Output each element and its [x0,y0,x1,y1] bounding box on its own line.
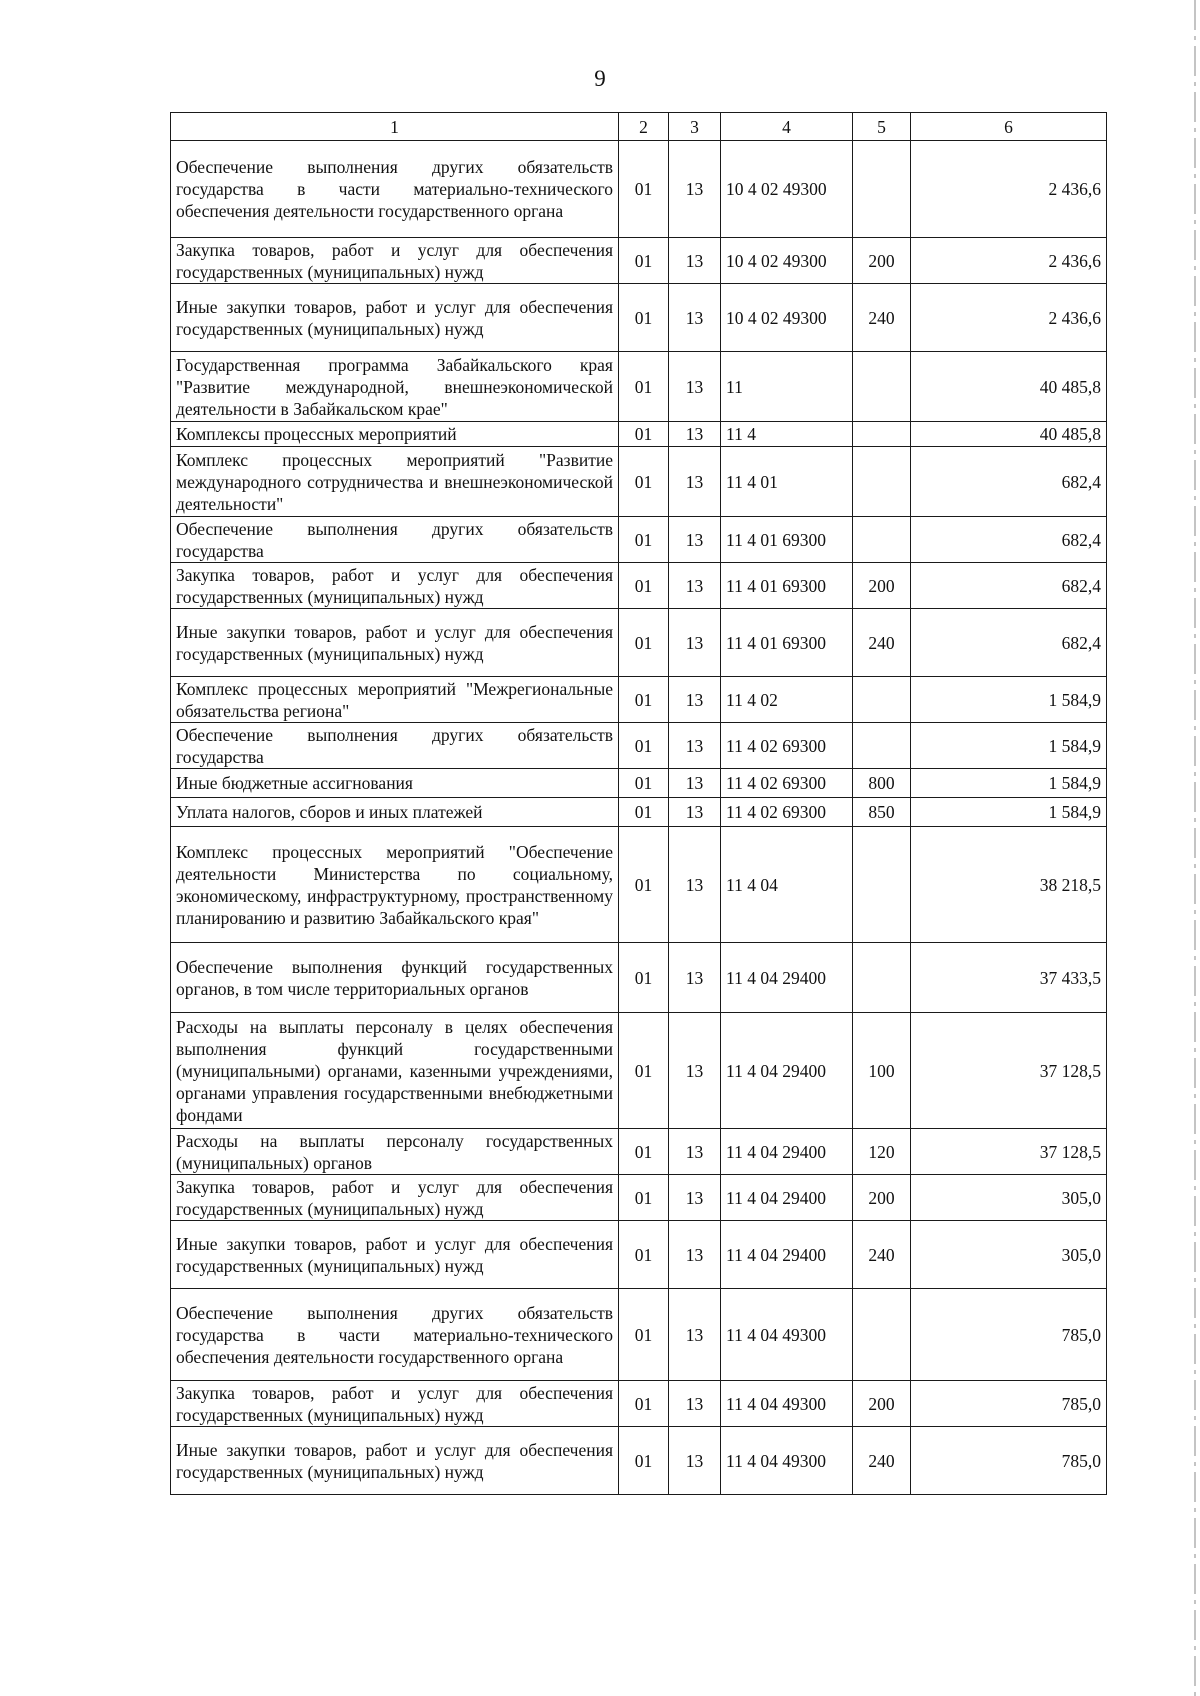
row-section-cell: 01 [619,769,669,798]
row-amount-cell: 682,4 [911,563,1107,609]
row-type-cell: 200 [853,1175,911,1221]
row-name-cell: Обеспечение выполнения других обязательств государства в части материально-технического обеспечения деятельности государственного органа [171,141,619,238]
table-row [171,1427,1107,1495]
row-section-cell: 01 [619,141,669,238]
row-section-cell: 01 [619,1289,669,1381]
row-section-cell: 01 [619,1175,669,1221]
row-name-cell: Расходы на выплаты персоналу в целях обеспечения выполнения функций государственными (муниципальными) органами, казенными учреждениями, органами управления государственными внебюджетными фондами [171,1013,619,1129]
row-amount-cell: 682,4 [911,447,1107,517]
scan-edge-line [1194,0,1196,1696]
row-subsection-cell: 13 [669,517,721,563]
header-cell-name: 1 [171,113,619,141]
row-amount-cell: 38 218,5 [911,827,1107,943]
row-subsection-cell: 13 [669,1381,721,1427]
table-row [171,1013,1107,1129]
row-code-cell: 11 [721,352,853,422]
row-code-cell: 11 4 04 49300 [721,1427,853,1495]
row-type-cell [853,943,911,1013]
row-subsection-cell: 13 [669,677,721,723]
table-row [171,284,1107,352]
row-code-cell: 10 4 02 49300 [721,141,853,238]
header-cell-section: 2 [619,113,669,141]
row-code-cell: 11 4 04 29400 [721,1175,853,1221]
row-name-cell: Закупка товаров, работ и услуг для обеспечения государственных (муниципальных) нужд [171,1175,619,1221]
row-name-cell: Комплексы процессных мероприятий [171,422,619,447]
row-name-cell: Обеспечение выполнения других обязательств государства [171,517,619,563]
row-subsection-cell: 13 [669,769,721,798]
page-number: 9 [594,66,606,91]
table-row [171,609,1107,677]
table-row [171,352,1107,422]
row-section-cell: 01 [619,517,669,563]
table-row [171,447,1107,517]
row-type-cell: 120 [853,1129,911,1175]
row-type-cell [853,422,911,447]
row-amount-cell: 682,4 [911,517,1107,563]
row-amount-cell: 1 584,9 [911,677,1107,723]
row-type-cell [853,517,911,563]
row-amount-cell: 785,0 [911,1381,1107,1427]
row-amount-cell: 785,0 [911,1427,1107,1495]
row-code-cell: 11 4 01 69300 [721,609,853,677]
row-section-cell: 01 [619,284,669,352]
row-code-cell: 11 4 04 29400 [721,1129,853,1175]
row-section-cell: 01 [619,723,669,769]
table-row [171,723,1107,769]
row-code-cell: 11 4 02 [721,677,853,723]
row-amount-cell: 682,4 [911,609,1107,677]
table-row [171,422,1107,447]
row-section-cell: 01 [619,1381,669,1427]
table-row [171,141,1107,238]
row-code-cell: 11 4 04 29400 [721,943,853,1013]
row-amount-cell: 1 584,9 [911,798,1107,827]
row-section-cell: 01 [619,1129,669,1175]
row-code-cell: 11 4 04 29400 [721,1013,853,1129]
row-subsection-cell: 13 [669,943,721,1013]
row-subsection-cell: 13 [669,1013,721,1129]
table-row [171,238,1107,284]
row-section-cell: 01 [619,447,669,517]
row-subsection-cell: 13 [669,1175,721,1221]
table-row [171,827,1107,943]
row-section-cell: 01 [619,798,669,827]
row-section-cell: 01 [619,1013,669,1129]
row-name-cell: Иные закупки товаров, работ и услуг для обеспечения государственных (муниципальных) нужд [171,284,619,352]
row-type-cell [853,723,911,769]
row-amount-cell: 37 433,5 [911,943,1107,1013]
row-subsection-cell: 13 [669,1289,721,1381]
row-name-cell: Комплекс процессных мероприятий "Обеспечение деятельности Министерства по социальному, экономическому, инфраструктурному, пространственному планированию и развитию Забайкальского края" [171,827,619,943]
row-amount-cell: 305,0 [911,1175,1107,1221]
row-amount-cell: 40 485,8 [911,422,1107,447]
row-section-cell: 01 [619,422,669,447]
row-code-cell: 10 4 02 49300 [721,284,853,352]
row-type-cell: 240 [853,1427,911,1495]
row-subsection-cell: 13 [669,352,721,422]
header-cell-subsection: 3 [669,113,721,141]
row-code-cell: 11 4 04 [721,827,853,943]
row-amount-cell: 2 436,6 [911,238,1107,284]
row-section-cell: 01 [619,238,669,284]
row-section-cell: 01 [619,943,669,1013]
row-name-cell: Закупка товаров, работ и услуг для обеспечения государственных (муниципальных) нужд [171,238,619,284]
row-type-cell: 240 [853,284,911,352]
row-name-cell: Уплата налогов, сборов и иных платежей [171,798,619,827]
row-section-cell: 01 [619,1427,669,1495]
row-name-cell: Иные закупки товаров, работ и услуг для обеспечения государственных (муниципальных) нужд [171,1427,619,1495]
row-amount-cell: 305,0 [911,1221,1107,1289]
row-type-cell [853,677,911,723]
row-code-cell: 10 4 02 49300 [721,238,853,284]
row-subsection-cell: 13 [669,1221,721,1289]
table-row [171,769,1107,798]
row-type-cell: 200 [853,563,911,609]
row-subsection-cell: 13 [669,798,721,827]
row-name-cell: Закупка товаров, работ и услуг для обеспечения государственных (муниципальных) нужд [171,1381,619,1427]
row-type-cell [853,1289,911,1381]
row-name-cell: Комплекс процессных мероприятий "Межрегиональные обязательства региона" [171,677,619,723]
row-subsection-cell: 13 [669,827,721,943]
row-section-cell: 01 [619,352,669,422]
table-row [171,1175,1107,1221]
row-subsection-cell: 13 [669,609,721,677]
row-amount-cell: 1 584,9 [911,723,1107,769]
row-name-cell: Обеспечение выполнения функций государственных органов, в том числе территориальных органов [171,943,619,1013]
table-row [171,517,1107,563]
row-type-cell: 200 [853,1381,911,1427]
row-name-cell: Расходы на выплаты персоналу государственных (муниципальных) органов [171,1129,619,1175]
row-code-cell: 11 4 04 49300 [721,1381,853,1427]
row-type-cell [853,827,911,943]
table-row [171,1221,1107,1289]
row-amount-cell: 40 485,8 [911,352,1107,422]
row-subsection-cell: 13 [669,284,721,352]
row-code-cell: 11 4 02 69300 [721,723,853,769]
row-subsection-cell: 13 [669,563,721,609]
table-row [171,1129,1107,1175]
row-type-cell [853,141,911,238]
row-section-cell: 01 [619,1221,669,1289]
row-section-cell: 01 [619,563,669,609]
row-name-cell: Иные бюджетные ассигнования [171,769,619,798]
row-name-cell: Обеспечение выполнения других обязательств государства в части материально-технического обеспечения деятельности государственного органа [171,1289,619,1381]
row-type-cell [853,352,911,422]
row-code-cell: 11 4 04 49300 [721,1289,853,1381]
row-section-cell: 01 [619,677,669,723]
row-type-cell: 850 [853,798,911,827]
row-subsection-cell: 13 [669,141,721,238]
row-type-cell: 100 [853,1013,911,1129]
row-name-cell: Обеспечение выполнения других обязательств государства [171,723,619,769]
header-cell-code: 4 [721,113,853,141]
row-type-cell: 240 [853,1221,911,1289]
row-code-cell: 11 4 [721,422,853,447]
row-type-cell: 800 [853,769,911,798]
header-cell-type: 5 [853,113,911,141]
row-amount-cell: 1 584,9 [911,769,1107,798]
budget-table [170,112,1107,1495]
row-amount-cell: 37 128,5 [911,1013,1107,1129]
row-amount-cell: 785,0 [911,1289,1107,1381]
row-code-cell: 11 4 02 69300 [721,769,853,798]
row-section-cell: 01 [619,609,669,677]
table-row [171,563,1107,609]
row-subsection-cell: 13 [669,238,721,284]
row-type-cell: 200 [853,238,911,284]
row-section-cell: 01 [619,827,669,943]
row-subsection-cell: 13 [669,447,721,517]
row-code-cell: 11 4 02 69300 [721,798,853,827]
row-type-cell [853,447,911,517]
row-name-cell: Комплекс процессных мероприятий "Развитие международного сотрудничества и внешнеэкономической деятельности" [171,447,619,517]
row-subsection-cell: 13 [669,422,721,447]
row-amount-cell: 37 128,5 [911,1129,1107,1175]
row-name-cell: Закупка товаров, работ и услуг для обеспечения государственных (муниципальных) нужд [171,563,619,609]
row-type-cell: 240 [853,609,911,677]
table-row [171,1289,1107,1381]
row-code-cell: 11 4 01 [721,447,853,517]
row-code-cell: 11 4 04 29400 [721,1221,853,1289]
table-row [171,798,1107,827]
row-subsection-cell: 13 [669,1129,721,1175]
header-row [171,113,1107,141]
row-name-cell: Иные закупки товаров, работ и услуг для обеспечения государственных (муниципальных) нужд [171,609,619,677]
row-subsection-cell: 13 [669,1427,721,1495]
table-row [171,943,1107,1013]
row-amount-cell: 2 436,6 [911,141,1107,238]
row-amount-cell: 2 436,6 [911,284,1107,352]
table-row [171,677,1107,723]
row-name-cell: Государственная программа Забайкальского края "Развитие международной, внешнеэкономической деятельности в Забайкальском крае" [171,352,619,422]
row-code-cell: 11 4 01 69300 [721,563,853,609]
row-name-cell: Иные закупки товаров, работ и услуг для обеспечения государственных (муниципальных) нужд [171,1221,619,1289]
row-code-cell: 11 4 01 69300 [721,517,853,563]
table-row [171,1381,1107,1427]
header-cell-amount: 6 [911,113,1107,141]
row-subsection-cell: 13 [669,723,721,769]
